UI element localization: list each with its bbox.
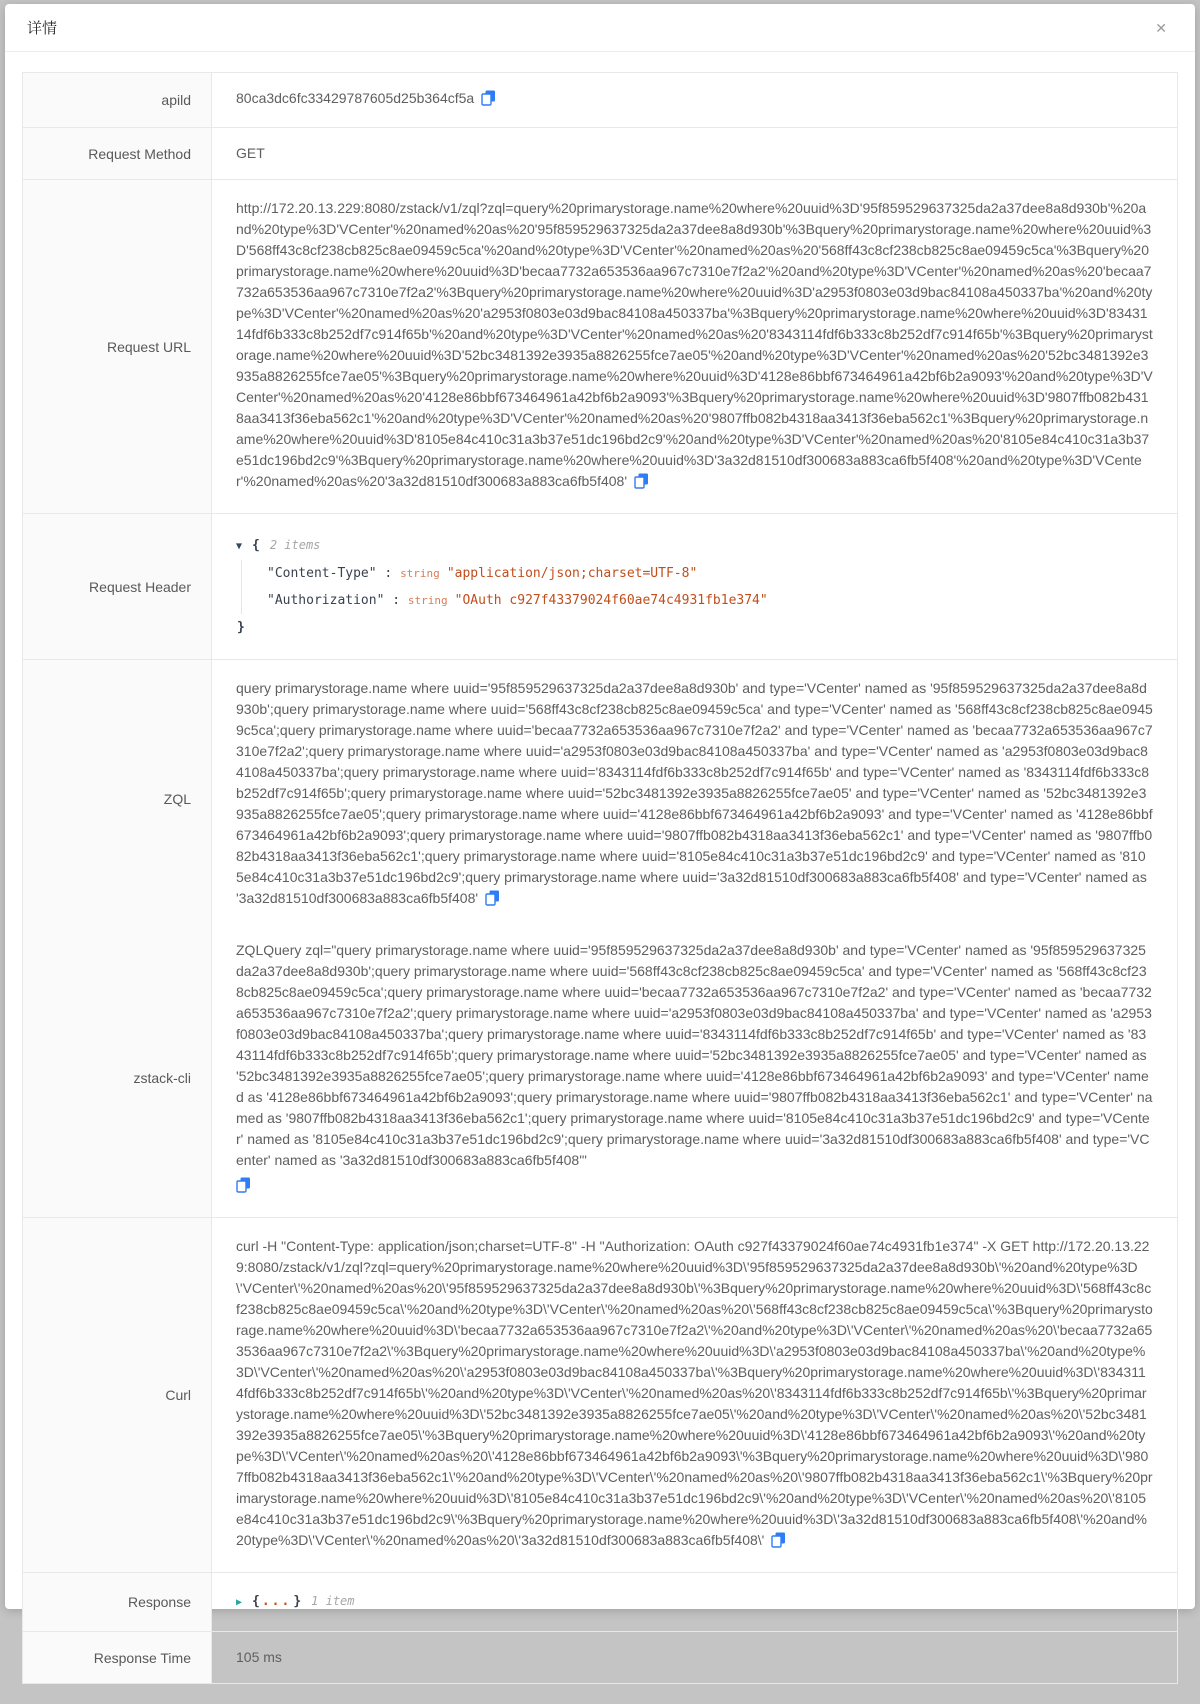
table-row-apiid (23, 73, 1178, 128)
row-label-url: Request URL (23, 180, 212, 514)
json-colon (377, 566, 400, 581)
table-row-header (23, 514, 1178, 660)
table-row-url (23, 180, 1178, 514)
json-key: " Content-Type " (267, 566, 377, 581)
json-colon (384, 593, 407, 608)
close-icon[interactable]: ✕ (1155, 19, 1167, 36)
json-entry (267, 560, 1153, 587)
row-label-method: Request Method (23, 128, 212, 180)
json-body (241, 560, 1153, 614)
request-url-value: http://172.20.13.229:8080/zstack/v1/zql?zql=query%20primarystorage.name%20where%20uuid%3D'95f859529637325da2a37dee8a8d930b'%20and%20type%3D'VCenter'%20named%20as%20'95f859529637325da2a37dee8a8d930b'%3Bquery%20primarystorage.name%20where%20uuid%3D'568ff43c8cf238cb825c8ae09459c5ca'%20and%20type%3D'VCenter'%20named%20as%20'568ff43c8cf238cb825c8ae09459c5ca'%3Bquery%20primarystorage.name%20where%20uuid%3D'becaa7732a653536aa967c7310e7f2a2'%20and%20type%3D'VCenter'%20named%20as%20'becaa7732a653536aa967c7310e7f2a2'%3Bquery%20primarystorage.name%20where%20uuid%3D'a2953f0803e03d9bac84108a450337ba'%20and%20type%3D'VCenter'%20named%20as%20'a2953f0803e03d9bac84108a450337ba'%3Bquery%20primarystorage.name%20where%20uuid%3D'8343114fdf6b333c8b252df7c914f65b'%20and%20type%3D'VCenter'%20named%20as%20'8343114fdf6b333c8b252df7c914f65b'%3Bquery%20primarystorage.name%20where%20uuid%3D'52bc3481392e3935a8826255fce7ae05'%20and%20type%3D'VCenter'%20named%20as%20'52bc3481392e3935a8826255fce7ae05'%3Bquery%20primarystorage.name%20where%20uuid%3D'4128e86bbf673464961a42bf6b2a9093'%20and%20type%3D'VCenter'%20named%20as%20'4128e86bbf673464961a42bf6b2a9093'%3Bquery%20primarystorage.name%20where%20uuid%3D'9807ffb082b4318aa3413f36eba562c1'%20and%20type%3D'VCenter'%20named%20as%20'9807ffb082b4318aa3413f36eba562c1'%3Bquery%20primarystorage.name%20where%20uuid%3D'8105e84c410c31a3b37e51dc196bd2c9'%20and%20type%3D'VCenter'%20named%20as%20'8105e84c410c31a3b37e51dc196bd2c9'%3Bquery%20primarystorage.name%20where%20uuid%3D'3a32d81510df300683a883ca6fb5f408'%20and%20type%3D'VCenter'%20named%20as%20'3a32d81510df300683a883ca6fb5f408' (236, 200, 1153, 489)
row-label-zql: ZQL (23, 660, 212, 939)
table-row-response-time (23, 1632, 1178, 1684)
modal-body (5, 52, 1195, 1704)
collapse-toggle-icon[interactable]: ▼ (236, 541, 243, 552)
row-label-header: Request Header (23, 514, 212, 660)
json-close-brace: } (237, 620, 245, 635)
modal-header (5, 4, 1195, 52)
response-json-viewer (236, 1588, 1153, 1616)
copy-icon[interactable] (771, 1532, 786, 1554)
json-key: " Authorization " (267, 593, 384, 608)
row-label-cli: zstack-cli (23, 938, 212, 1218)
table-row-response (23, 1573, 1178, 1632)
json-close-brace: } (293, 1594, 302, 1609)
copy-icon[interactable] (485, 890, 500, 912)
apiid-value: 80ca3dc6fc33429787605d25b364cf5a (236, 90, 475, 106)
table-row-curl (23, 1218, 1178, 1573)
method-value: GET (212, 128, 1178, 180)
modal-title: 详情 (27, 20, 58, 37)
json-string-value: " OAuth c927f43379024f60ae74c4931fb1e374 " (455, 593, 768, 608)
json-string-value: " application/json;charset=UTF-8 " (447, 566, 697, 581)
zql-value: query primarystorage.name where uuid='95f859529637325da2a37dee8a8d930b' and type='VCenter' named as '95f859529637325da2a37dee8a8d930b';query primarystorage.name where uuid='568ff43c8cf238cb825c8ae09459c5ca' and type='VCenter' named as '568ff43c8cf238cb825c8ae09459c5ca';query primarystorage.name where uuid='becaa7732a653536aa967c7310e7f2a2' and type='VCenter' named as 'becaa7732a653536aa967c7310e7f2a2';query primarystorage.name where uuid='a2953f0803e03d9bac84108a450337ba' and type='VCenter' named as 'a2953f0803e03d9bac84108a450337ba';query primarystorage.name where uuid='8343114fdf6b333c8b252df7c914f65b' and type='VCenter' named as '8343114fdf6b333c8b252df7c914f65b';query primarystorage.name where uuid='52bc3481392e3935a8826255fce7ae05' and type='VCenter' named as '52bc3481392e3935a8826255fce7ae05';query primarystorage.name where uuid='4128e86bbf673464961a42bf6b2a9093' and type='VCenter' named as '4128e86bbf673464961a42bf6b2a9093';query primarystorage.name where uuid='9807ffb082b4318aa3413f36eba562c1' and type='VCenter' named as '9807ffb082b4318aa3413f36eba562c1';query primarystorage.name where uuid='8105e84c410c31a3b37e51dc196bd2c9' and type='VCenter' named as '8105e84c410c31a3b37e51dc196bd2c9';query primarystorage.name where uuid='3a32d81510df300683a883ca6fb5f408' and type='VCenter' named as '3a32d81510df300683a883ca6fb5f408' (236, 680, 1153, 906)
row-label-response-time: Response Time (23, 1632, 212, 1684)
response-time-value: 105 ms (236, 1649, 282, 1665)
json-items-count: 2 items (269, 538, 321, 552)
zstack-cli-value: ZQLQuery zql="query primarystorage.name where uuid='95f859529637325da2a37dee8a8d930b' and type='VCenter' named as '95f859529637325da2a37dee8a8d930b';query primarystorage.name where uuid='568ff43c8cf238cb825c8ae09459c5ca' and type='VCenter' named as '568ff43c8cf238cb825c8ae09459c5ca';query primarystorage.name where uuid='becaa7732a653536aa967c7310e7f2a2' and type='VCenter' named as 'becaa7732a653536aa967c7310e7f2a2';query primarystorage.name where uuid='a2953f0803e03d9bac84108a450337ba' and type='VCenter' named as 'a2953f0803e03d9bac84108a450337ba';query primarystorage.name where uuid='8343114fdf6b333c8b252df7c914f65b' and type='VCenter' named as '8343114fdf6b333c8b252df7c914f65b';query primarystorage.name where uuid='52bc3481392e3935a8826255fce7ae05' and type='VCenter' named as '52bc3481392e3935a8826255fce7ae05';query primarystorage.name where uuid='4128e86bbf673464961a42bf6b2a9093' and type='VCenter' named as '4128e86bbf673464961a42bf6b2a9093';query primarystorage.name where uuid='9807ffb082b4318aa3413f36eba562c1' and type='VCenter' named as '9807ffb082b4318aa3413f36eba562c1';query primarystorage.name where uuid='8105e84c410c31a3b37e51dc196bd2c9' and type='VCenter' named as '8105e84c410c31a3b37e51dc196bd2c9';query primarystorage.name where uuid='3a32d81510df300683a883ca6fb5f408' and type='VCenter' named as '3a32d81510df300683a883ca6fb5f408'" (236, 942, 1153, 1168)
copy-icon[interactable] (481, 90, 496, 112)
json-type-label: string (407, 594, 448, 607)
row-label-apiid: apild (23, 73, 212, 128)
table-row-method (23, 128, 1178, 180)
expand-toggle-icon[interactable]: ▶ (236, 1597, 243, 1608)
json-open-brace: { (252, 1594, 260, 1609)
detail-modal (5, 4, 1195, 1666)
row-label-curl: Curl (23, 1218, 212, 1573)
json-open-brace: { (252, 538, 260, 553)
table-row-cli (23, 938, 1178, 1218)
json-collapsed-ellipsis[interactable]: ... (261, 1594, 292, 1609)
json-type-label: string (400, 567, 440, 580)
json-entry (267, 587, 1153, 614)
table-row-zql (23, 660, 1178, 939)
copy-icon[interactable] (236, 1177, 251, 1199)
request-header-json-viewer (236, 532, 1153, 641)
curl-value: curl -H "Content-Type: application/json;charset=UTF-8" -H "Authorization: OAuth c927f43379024f60ae74c4931fb1e374" -X GET http://172.20.13.229:8080/zstack/v1/zql?zql=query%20primarystorage.name%20where%20uuid%3D\'95f859529637325da2a37dee8a8d930b\'%20and%20type%3D\'VCenter\'%20named%20as%20\'95f859529637325da2a37dee8a8d930b\'%3Bquery%20primarystorage.name%20where%20uuid%3D\'568ff43c8cf238cb825c8ae09459c5ca\'%20and%20type%3D\'VCenter\'%20named%20as%20\'568ff43c8cf238cb825c8ae09459c5ca\'%3Bquery%20primarystorage.name%20where%20uuid%3D\'becaa7732a653536aa967c7310e7f2a2\'%20and%20type%3D\'VCenter\'%20named%20as%20\'becaa7732a653536aa967c7310e7f2a2\'%3Bquery%20primarystorage.name%20where%20uuid%3D\'a2953f0803e03d9bac84108a450337ba\'%20and%20type%3D\'VCenter\'%20named%20as%20\'a2953f0803e03d9bac84108a450337ba\'%3Bquery%20primarystorage.name%20where%20uuid%3D\'8343114fdf6b333c8b252df7c914f65b\'%20and%20type%3D\'VCenter\'%20named%20as%20\'8343114fdf6b333c8b252df7c914f65b\'%3Bquery%20primarystorage.name%20where%20uuid%3D\'52bc3481392e3935a8826255fce7ae05\'%20and%20type%3D\'VCenter\'%20named%20as%20\'52bc3481392e3935a8826255fce7ae05\'%3Bquery%20primarystorage.name%20where%20uuid%3D\'4128e86bbf673464961a42bf6b2a9093\'%20and%20type%3D\'VCenter\'%20named%20as%20\'4128e86bbf673464961a42bf6b2a9093\'%3Bquery%20primarystorage.name%20where%20uuid%3D\'9807ffb082b4318aa3413f36eba562c1\'%20and%20type%3D\'VCenter\'%20named%20as%20\'9807ffb082b4318aa3413f36eba562c1\'%3Bquery%20primarystorage.name%20where%20uuid%3D\'8105e84c410c31a3b37e51dc196bd2c9\'%20and%20type%3D\'VCenter\'%20named%20as%20\'8105e84c410c31a3b37e51dc196bd2c9\'%3Bquery%20primarystorage.name%20where%20uuid%3D\'3a32d81510df300683a883ca6fb5f408\'%20and%20type%3D\'VCenter\'%20named%20as%20\'3a32d81510df300683a883ca6fb5f408\' (236, 1238, 1153, 1548)
json-items-count: 1 item (311, 1594, 355, 1608)
copy-icon[interactable] (634, 473, 649, 495)
row-label-response: Response (23, 1573, 212, 1632)
detail-table (22, 72, 1178, 1684)
